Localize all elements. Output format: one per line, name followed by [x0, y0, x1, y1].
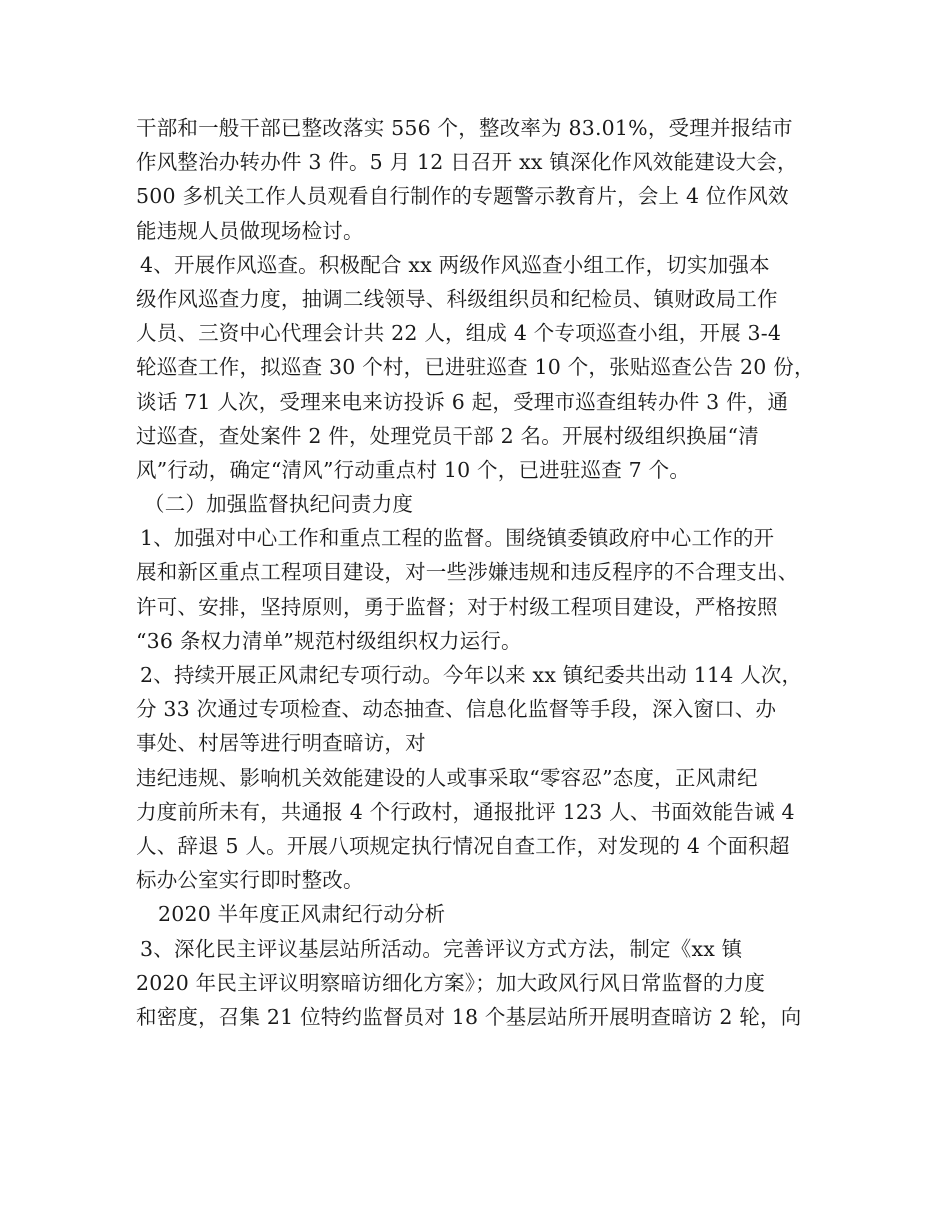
- text-line: 3、深化民主评议基层站所活动。完善评议方式方法，制定《xx 镇: [140, 936, 743, 961]
- section-title: 2020 半年度正风肃纪行动分析: [158, 902, 446, 927]
- text-line: 力度前所未有，共通报 4 个行政村，通报批评 123 人、书面效能告诫 4: [136, 799, 795, 824]
- document-body: [136, 111, 826, 1034]
- text-line: 和密度，召集 21 位特约监督员对 18 个基层站所开展明查暗访 2 轮，向: [136, 1004, 802, 1029]
- text-line: 事处、村居等进行明查暗访，对: [136, 731, 426, 756]
- text-line: 分 33 次通过专项检查、动态抽查、信息化监督等手段，深入窗口、办: [136, 697, 777, 722]
- text-line: 2、持续开展正风肃纪专项行动。今年以来 xx 镇纪委共出动 114 人次，: [140, 663, 803, 687]
- text-line: 轮巡查工作，拟巡查 30 个村，已进驻巡查 10 个，张贴巡查公告 20 份，: [136, 355, 815, 380]
- text-line: 谈话 71 人次，受理来电来访投诉 6 起，受理市巡查组转办件 3 件，通: [136, 389, 789, 414]
- text-line: 过巡查，查处案件 2 件，处理党员干部 2 名。开展村级组织换届“清: [136, 423, 759, 448]
- text-line: “36 条权力清单”规范村级组织权力运行。: [136, 628, 522, 653]
- text-line: 4、开展作风巡查。积极配合 xx 两级作风巡查小组工作，切实加强本: [140, 252, 770, 277]
- text-line: 标办公室实行即时整改。: [136, 868, 364, 893]
- text-line: 作风整治办转办件 3 件。5 月 12 日召开 xx 镇深化作风效能建设大会，: [136, 150, 798, 175]
- text-line: 展和新区重点工程项目建设，对一些涉嫌违规和违反程序的不合理支出、: [136, 560, 799, 585]
- text-line: 人员、三资中心代理会计共 22 人，组成 4 个专项巡查小组，开展 3-4: [136, 321, 782, 346]
- section-heading: （二）加强监督执纪问责力度: [144, 492, 414, 517]
- text-line: 能违规人员做现场检讨。: [136, 218, 364, 243]
- text-line: 违纪违规、影响机关效能建设的人或事采取“零容忍”态度，正风肃纪: [136, 765, 758, 790]
- text-line: 级作风巡查力度，抽调二线领导、科级组织员和纪检员、镇财政局工作: [136, 286, 778, 311]
- text-line: 许可、安排，坚持原则，勇于监督；对于村级工程项目建设，严格按照: [136, 594, 778, 619]
- text-line: 风”行动，确定“清风”行动重点村 10 个，已进驻巡查 7 个。: [136, 457, 691, 482]
- text-line: 1、加强对中心工作和重点工程的监督。围绕镇委镇政府中心工作的开: [140, 526, 775, 551]
- text-line: 干部和一般干部已整改落实 556 个，整改率为 83.01%，受理并报结市: [136, 116, 793, 140]
- text-line: 500 多机关工作人员观看自行制作的专题警示教育片，会上 4 位作风效: [136, 184, 789, 209]
- text-line: 人、辞退 5 人。开展八项规定执行情况自查工作，对发现的 4 个面积超: [136, 833, 790, 858]
- text-line: 2020 年民主评议明察暗访细化方案》；加大政风行风日常监督的力度: [136, 970, 766, 995]
